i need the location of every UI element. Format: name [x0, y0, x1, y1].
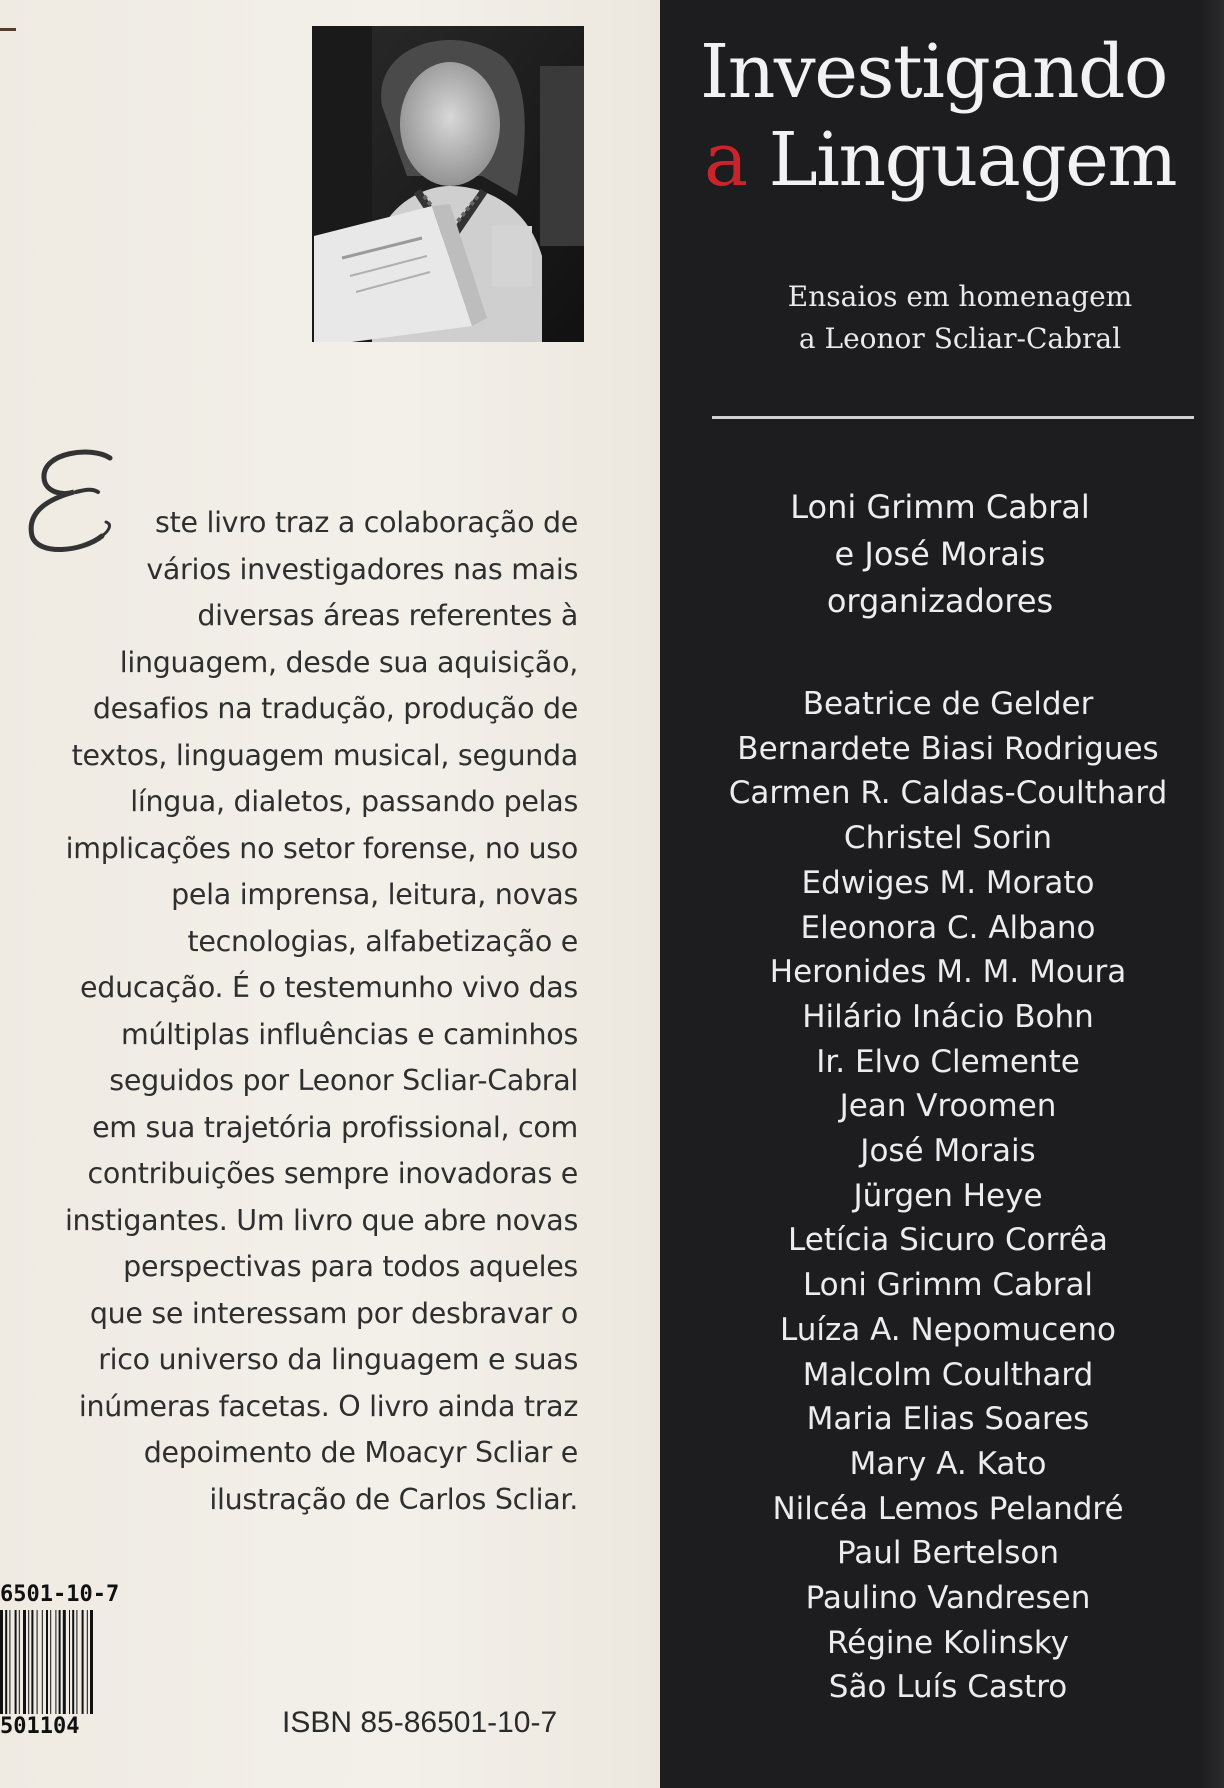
contributor-name: Edwiges M. Morato [801, 864, 1095, 901]
blurb-line: rico universo da linguagem e suas [98, 1343, 578, 1376]
contributor-name: Luíza A. Nepomuceno [780, 1311, 1116, 1348]
contributor-name: Bernardete Biasi Rodrigues [737, 730, 1159, 767]
contributor-name: Heronides M. M. Moura [769, 954, 1127, 991]
contributor-name: Régine Kolinsky [826, 1624, 1070, 1661]
organizers-block [700, 484, 1180, 625]
blurb-line: desafios na tradução, produção de [92, 692, 578, 725]
barcode-bar [46, 1610, 48, 1714]
barcode-bar [37, 1610, 38, 1714]
title-line-2-word: Linguagem [768, 117, 1177, 203]
barcode-bar [42, 1610, 43, 1714]
subtitle-line-1: Ensaios em homenagem [787, 280, 1133, 313]
blurb-line: inúmeras facetas. O livro ainda traz [78, 1389, 578, 1423]
blurb-line: instigantes. Um livro que abre novas [64, 1203, 578, 1237]
contributor-name: Loni Grimm Cabral [802, 1267, 1094, 1304]
barcode-bar [59, 1610, 61, 1714]
barcode-bar [72, 1610, 74, 1714]
blurb-line: tecnologias, alfabetização e [187, 924, 578, 958]
blurb-line: implicações no setor forense, no uso [65, 831, 578, 865]
contributor-name: Paulino Vandresen [805, 1580, 1091, 1617]
title-accent-word: a [704, 117, 747, 203]
book-title [700, 28, 1200, 204]
contributor-name: Eleonora C. Albano [800, 909, 1096, 946]
contributor-name: Carmen R. Caldas-Coulthard [728, 775, 1168, 812]
barcode-bar [82, 1610, 84, 1714]
corner-mark [0, 28, 16, 31]
contributors-list [680, 682, 1216, 1710]
barcode-number-bottom: 501104 [0, 1714, 80, 1739]
barcode-bar [50, 1610, 51, 1714]
blurb-line: seguidos por Leonor Scliar-Cabral [109, 1064, 578, 1097]
blurb-line: ste livro traz a colaboração de [155, 506, 578, 539]
blurb-line: linguagem, desde sua aquisição, [119, 645, 578, 679]
organizers-line-2: e José Morais [834, 535, 1046, 573]
divider-rule [712, 416, 1194, 419]
isbn-label: ISBN 85-86501-10-7 [282, 1706, 558, 1739]
contributor-name: Hilário Inácio Bohn [802, 998, 1094, 1035]
subtitle-line-2: a Leonor Scliar-Cabral [798, 322, 1122, 355]
barcode-bar [90, 1610, 93, 1714]
author-photo [312, 26, 584, 342]
blurb-line: que se interessam por desbravar o [89, 1296, 578, 1330]
title-line-2 [700, 116, 1200, 204]
barcode-bar [76, 1610, 77, 1714]
blurb-line: perspectivas para todos aqueles [123, 1250, 578, 1283]
contributor-name: Mary A. Kato [849, 1445, 1047, 1482]
blurb-line: diversas áreas referentes à [197, 599, 578, 632]
barcode-bar [23, 1610, 26, 1714]
contributor-name: São Luís Castro [828, 1669, 1068, 1706]
author-photo-image [312, 26, 584, 342]
barcode-number-top: 6501-10-7 [0, 1582, 120, 1607]
book-subtitle [700, 276, 1220, 360]
contributor-name: Malcolm Coulthard [802, 1356, 1094, 1393]
barcode-bar [5, 1610, 7, 1714]
barcode-bar [31, 1610, 33, 1714]
blurb-line: vários investigadores nas mais [146, 552, 578, 586]
contributor-name: Maria Elias Soares [806, 1401, 1090, 1438]
blurb-line: em sua trajetória profissional, com [92, 1110, 578, 1144]
blurb-line: múltiplas influências e caminhos [121, 1017, 578, 1051]
contributor-name: Nilcéa Lemos Pelandré [772, 1490, 1124, 1527]
blurb-text [0, 500, 578, 1523]
contributor-name: Letícia Sicuro Corrêa [788, 1222, 1108, 1259]
barcode-bar [15, 1610, 17, 1714]
barcode-bar [0, 1610, 3, 1714]
contributor-name: Jean Vroomen [839, 1088, 1057, 1125]
contributor-name: Beatrice de Gelder [802, 686, 1094, 722]
barcode-bar [28, 1610, 29, 1714]
barcode-bar [19, 1610, 20, 1714]
barcode-bar [69, 1610, 70, 1714]
title-line-1: Investigando [700, 29, 1167, 115]
barcode-bar [63, 1610, 66, 1714]
barcode-bar [87, 1610, 88, 1714]
organizers-line-1: Loni Grimm Cabral [790, 488, 1090, 526]
blurb-line: pela imprensa, leitura, novas [171, 878, 578, 911]
barcode-bar [9, 1610, 10, 1714]
contributor-name: Christel Sorin [843, 820, 1053, 857]
blurb-line: ilustração de Carlos Scliar. [209, 1482, 578, 1516]
blurb-line: contribuições sempre inovadoras e [87, 1157, 578, 1190]
blurb-line: educação. É o testemunho vivo das [80, 971, 578, 1004]
contributor-name: Paul Bertelson [836, 1535, 1060, 1572]
barcode [0, 1610, 112, 1714]
contributor-name: Ir. Elvo Clemente [816, 1043, 1080, 1080]
blurb-line: língua, dialetos, passando pelas [130, 785, 578, 818]
contributor-name: José Morais [860, 1133, 1036, 1170]
contributor-name: Jürgen Heye [853, 1177, 1043, 1214]
organizers-line-3: organizadores [826, 582, 1054, 620]
blurb-line: depoimento de Moacyr Scliar e [143, 1436, 578, 1469]
blurb-line: textos, linguagem musical, segunda [71, 738, 578, 772]
barcode-bar [55, 1610, 56, 1714]
